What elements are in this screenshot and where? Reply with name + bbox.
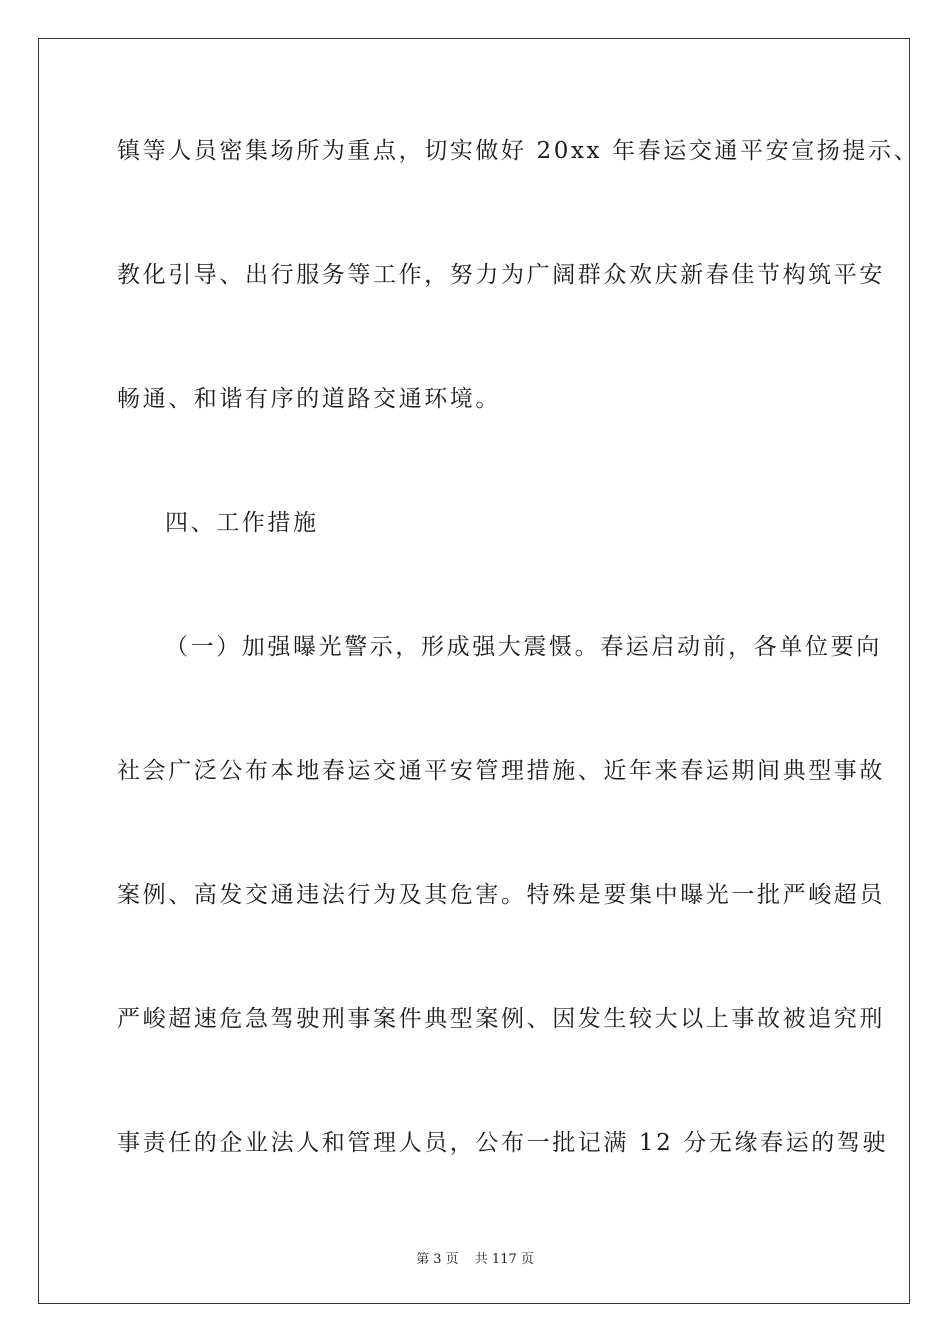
text-line-5: （一）加强曝光警示，形成强大震慑。春运启动前，各单位要向 (165, 634, 882, 660)
text-line-1: 镇等人员密集场所为重点，切实做好 20xx 年春运交通平安宣扬提示、 (117, 138, 920, 164)
text-line-7: 案例、高发交通违法行为及其危害。特殊是要集中曝光一批严峻超员 (117, 882, 885, 908)
text-line-3: 畅通、和谐有序的道路交通环境。 (117, 386, 501, 412)
text-line-6: 社会广泛公布本地春运交通平安管理措施、近年来春运期间典型事故 (117, 758, 885, 784)
page-border (38, 38, 920, 1304)
page-number-current: 第 3 页 (416, 1252, 459, 1267)
section-heading: 四、工作措施 (165, 510, 319, 536)
text-line-9: 事责任的企业法人和管理人员，公布一批记满 12 分无缘春运的驾驶 (117, 1130, 889, 1156)
page-number-total: 共 117 页 (474, 1252, 534, 1267)
text-line-2: 教化引导、出行服务等工作，努力为广阔群众欢庆新春佳节构筑平安 (117, 262, 885, 288)
page-footer (0, 1248, 950, 1267)
text-line-8: 严峻超速危急驾驶刑事案件典型案例、因发生较大以上事故被追究刑 (117, 1006, 885, 1032)
